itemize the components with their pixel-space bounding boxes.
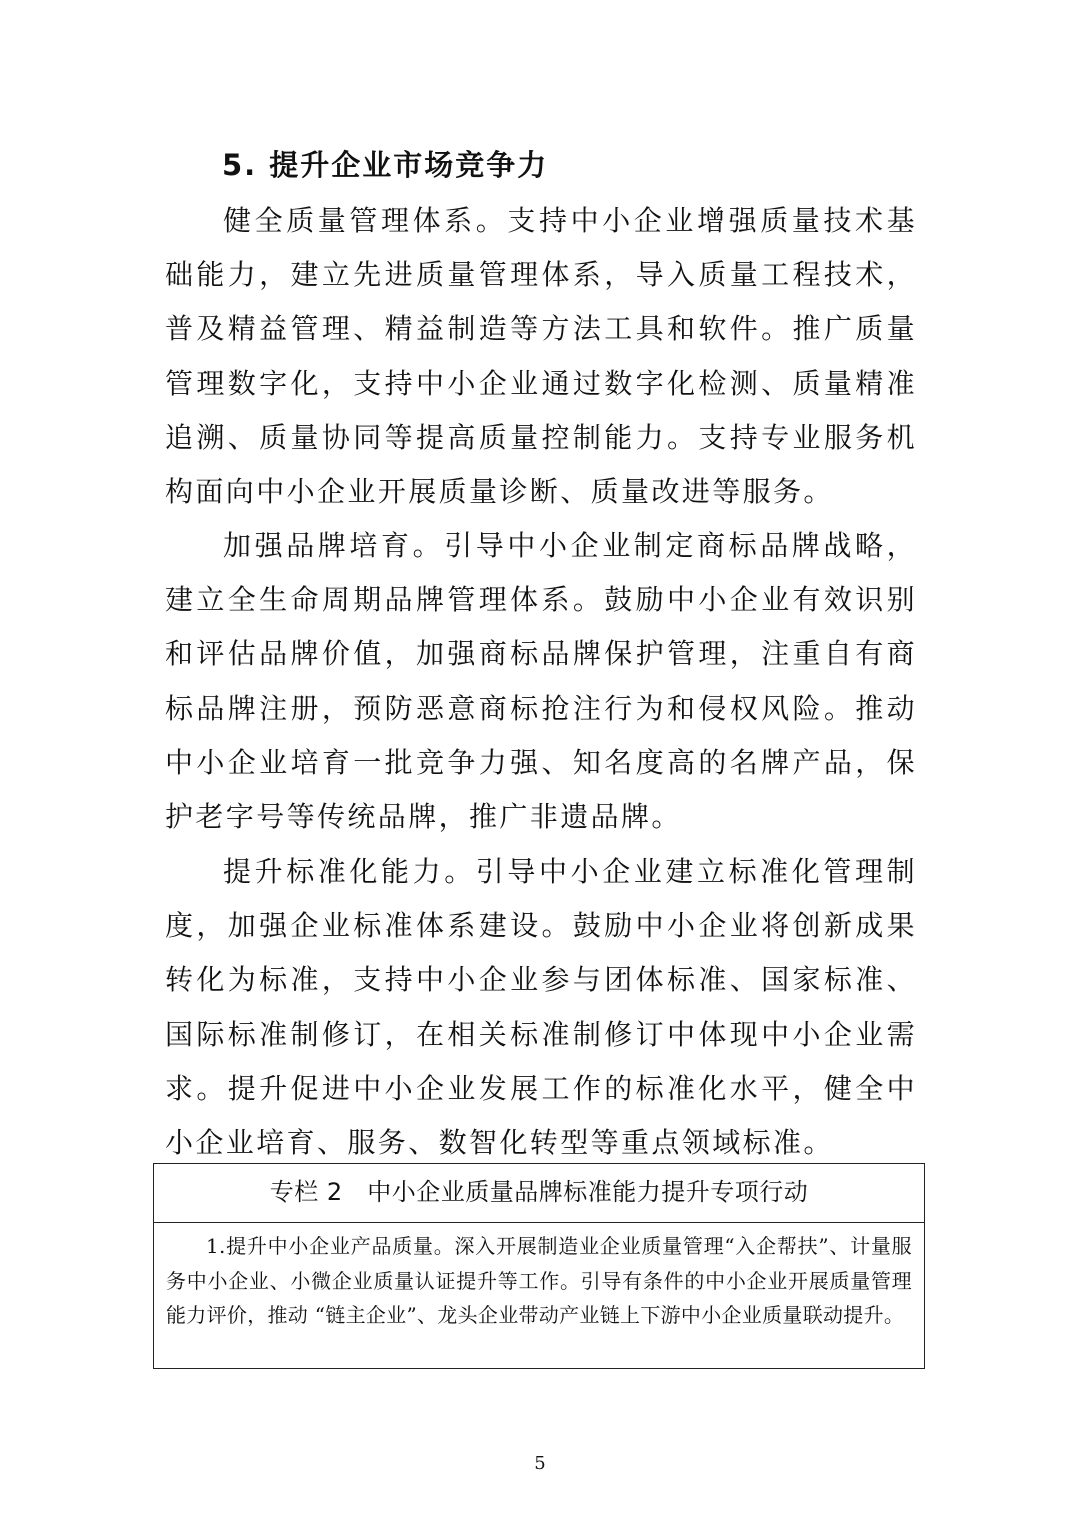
paragraph-brand-cultivation: 加强品牌培育。引导中小企业制定商标品牌战略，建立全生命周期品牌管理体系。鼓励中小企业有效识别和评估品牌价值，加强商标品牌保护管理，注重自有商标品牌注册，预防恶意商标抢注行为和侵权风险。推动中小企业培育一批竞争力强、知名度高的名牌产品，保护老字号等传统品牌，推广非遗品牌。 — [165, 529, 917, 834]
section-heading: 5. 提升企业市场竞争力 — [222, 148, 549, 182]
paragraph-quality-management: 健全质量管理体系。支持中小企业增强质量技术基础能力，建立先进质量管理体系，导入质量工程技术，普及精益管理、精益制造等方法工具和软件。推广质量管理数字化，支持中小企业通过数字化检测、质量精准追溯、质量协同等提高质量控制能力。支持专业服务机构面向中小企业开展质量诊断、质量改进等服务。 — [165, 204, 917, 509]
column-box-body: 1.提升中小企业产品质量。深入开展制造业企业质量管理“入企帮扶”、计量服务中小企业、小微企业质量认证提升等工作。引导有条件的中小企业开展质量管理能力评价，推动 “链主企业”、龙头企业带动产业链上下游中小企业质量联动提升。 — [166, 1234, 912, 1327]
page-number: 5 — [534, 1453, 546, 1474]
column-box — [153, 1163, 925, 1369]
paragraph-standardization: 提升标准化能力。引导中小企业建立标准化管理制度，加强企业标准体系建设。鼓励中小企业将创新成果转化为标准，支持中小企业参与团体标准、国家标准、国际标准制修订，在相关标准制修订中体现中小企业需求。提升促进中小企业发展工作的标准化水平，健全中小企业培育、服务、数智化转型等重点领域标准。 — [165, 855, 917, 1160]
column-box-title: 专栏 2 中小企业质量品牌标准能力提升专项行动 — [154, 1164, 924, 1223]
